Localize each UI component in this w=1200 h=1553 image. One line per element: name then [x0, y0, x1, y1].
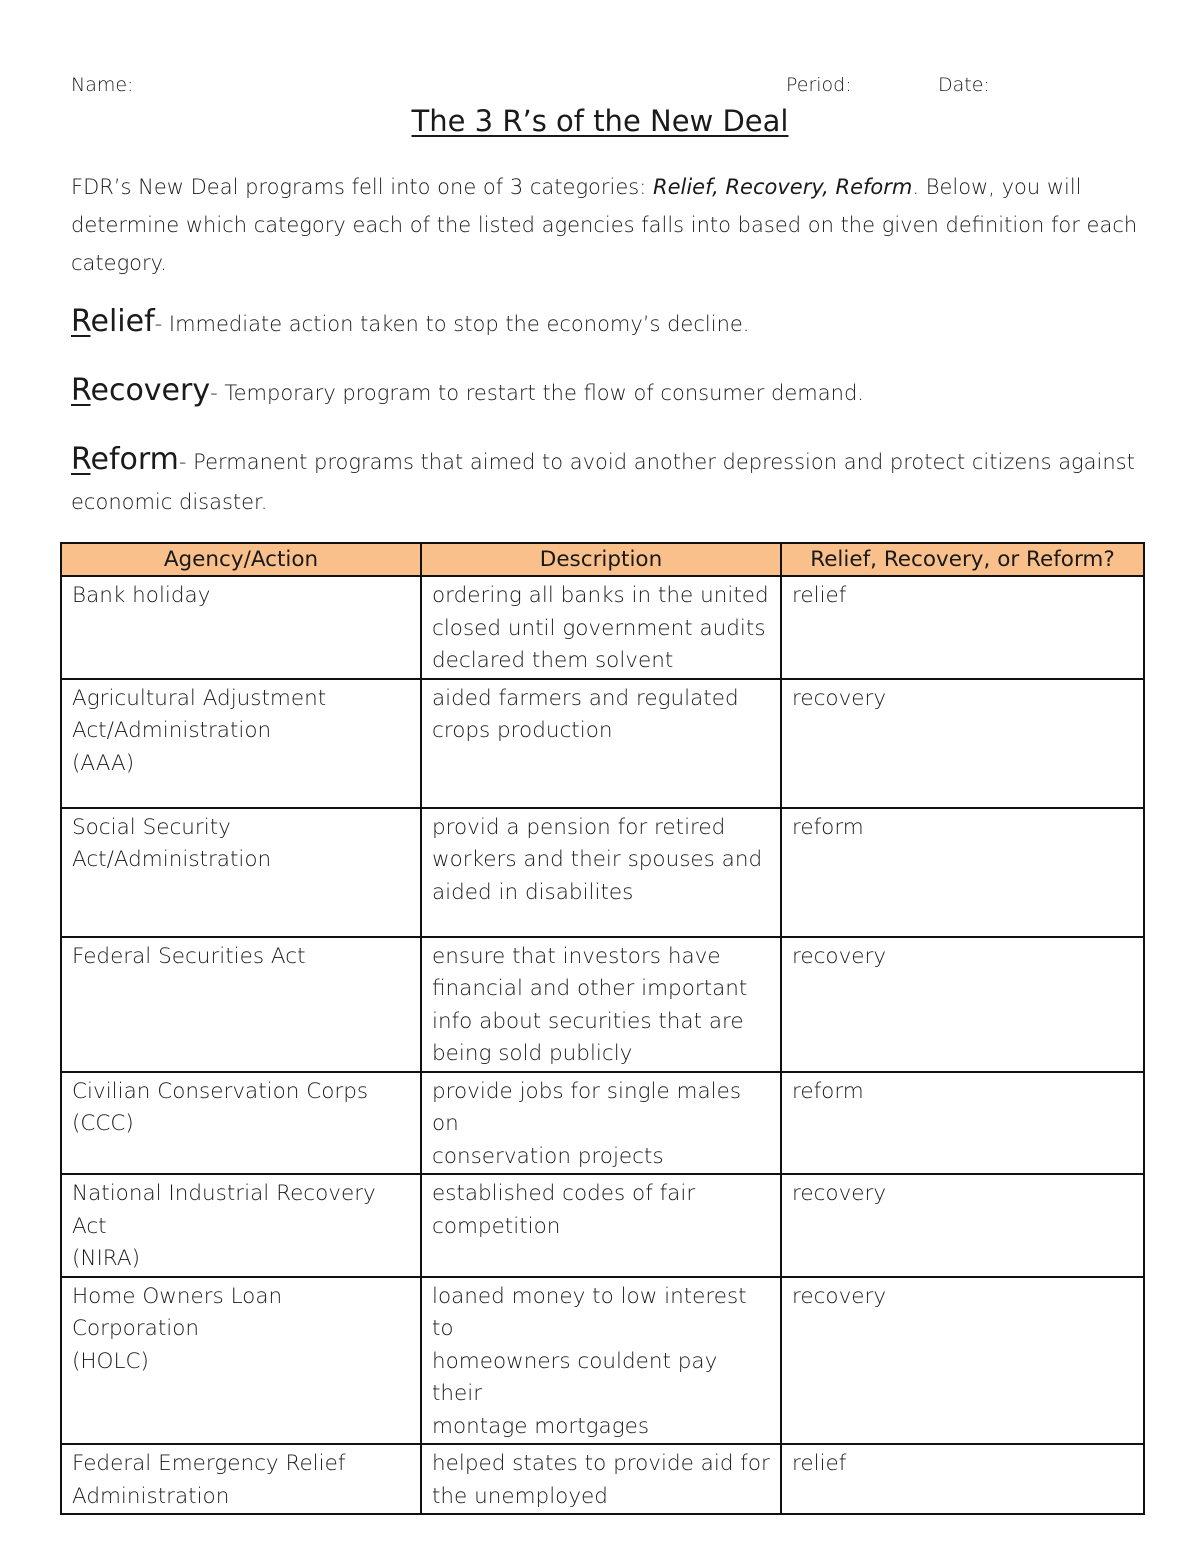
header-description: Description	[421, 543, 781, 576]
description-cell-line: crops production	[432, 718, 613, 743]
table-row	[61, 576, 1144, 679]
description-cell-line: competition	[432, 1213, 561, 1239]
agency-cell	[61, 679, 421, 808]
description-cell-line: info about securities that are	[432, 1008, 744, 1034]
description-cell	[421, 1444, 781, 1514]
header-agency: Agency/Action	[61, 543, 421, 576]
term-reform-initial: R	[71, 442, 91, 477]
agency-cell-line: Civilian Conservation Corps	[72, 1078, 369, 1104]
description-cell-line: provide jobs for single males on	[432, 1078, 742, 1136]
agency-cell	[61, 1444, 421, 1514]
agency-cell	[61, 576, 421, 679]
category-cell: recovery	[781, 1174, 1144, 1277]
term-relief-initial: R	[71, 304, 91, 339]
agency-cell-line: Act/Administration	[72, 718, 272, 743]
description-cell	[421, 679, 781, 808]
agency-cell	[61, 937, 421, 1072]
agency-cell-line: Administration	[72, 1483, 230, 1509]
description-cell-line: being sold publicly	[432, 1041, 633, 1066]
term-relief	[71, 304, 155, 339]
agency-cell-line: Agricultural Adjustment	[72, 685, 327, 711]
description-cell	[421, 937, 781, 1072]
description-cell-line: loaned money to low interest to	[432, 1283, 747, 1341]
agency-cell-line: National Industrial Recovery Act	[72, 1181, 376, 1239]
table-header-row	[61, 543, 1144, 576]
intro-text-before: FDR’s New Deal programs fell into one of 3 categories:	[71, 175, 653, 199]
description-cell-line: aided in disabilites	[432, 879, 634, 905]
period-label: Period:	[786, 74, 852, 96]
category-cell: reform	[781, 808, 1144, 937]
table-row	[61, 1277, 1144, 1445]
intro-paragraph	[71, 168, 1141, 282]
description-cell-line: ordering all banks in the united	[432, 583, 769, 608]
table-row	[61, 1444, 1144, 1514]
definition-reform	[71, 440, 1141, 522]
description-cell-line: declared them solvent	[432, 648, 674, 673]
agency-cell	[61, 808, 421, 937]
term-reform	[71, 442, 179, 477]
definition-relief	[71, 302, 1141, 344]
agency-cell	[61, 1174, 421, 1277]
description-cell-line: helped states to provide aid for	[432, 1451, 770, 1476]
table-row	[61, 679, 1144, 808]
term-reform-rest: eform	[90, 442, 179, 477]
agency-cell-line: Act/Administration	[72, 847, 272, 872]
header-category: Relief, Recovery, or Reform?	[781, 543, 1144, 576]
definition-relief-text: - Immediate action taken to stop the economy’s decline.	[154, 312, 750, 336]
term-relief-rest: elief	[90, 304, 155, 339]
agency-cell-line: (AAA)	[72, 750, 135, 776]
agency-cell-line: Corporation	[72, 1316, 200, 1341]
table-body	[61, 576, 1144, 1514]
agency-cell-line: Federal Securities Act	[72, 943, 306, 969]
definition-reform-text: - Permanent programs that aimed to avoid another depression and protect citizens against economic disaster.	[71, 450, 1135, 514]
description-cell-line: aided farmers and regulated	[432, 685, 739, 711]
category-cell: reform	[781, 1072, 1144, 1175]
table-row	[61, 808, 1144, 937]
term-recovery-rest: ecovery	[90, 373, 211, 408]
description-cell-line: conservation projects	[432, 1143, 664, 1169]
agency-cell-line: Bank holiday	[72, 583, 211, 608]
category-cell: relief	[781, 576, 1144, 679]
agency-cell-line: (NIRA)	[72, 1246, 140, 1271]
description-cell	[421, 576, 781, 679]
description-cell	[421, 1277, 781, 1445]
description-cell	[421, 1174, 781, 1277]
description-cell	[421, 808, 781, 937]
table-row	[61, 1072, 1144, 1175]
description-cell-line: ensure that investors have	[432, 943, 721, 969]
agency-cell-line: Federal Emergency Relief	[72, 1451, 346, 1476]
date-label: Date:	[938, 74, 990, 96]
agencies-table	[60, 542, 1145, 1515]
category-cell: recovery	[781, 679, 1144, 808]
term-recovery-initial: R	[71, 373, 91, 408]
agency-cell	[61, 1072, 421, 1175]
table-row	[61, 937, 1144, 1072]
description-cell-line: workers and their spouses and	[432, 847, 763, 872]
intro-categories: Relief, Recovery, Reform	[652, 175, 913, 199]
agency-cell-line: Home Owners Loan	[72, 1283, 283, 1309]
description-cell-line: financial and other important	[432, 976, 748, 1001]
definition-recovery	[71, 371, 1141, 413]
agency-cell-line: (HOLC)	[72, 1348, 149, 1374]
name-label: Name:	[71, 74, 134, 96]
category-cell: recovery	[781, 1277, 1144, 1445]
page-title-text: The 3 R’s of the New Deal	[411, 104, 789, 138]
agency-cell-line: (CCC)	[72, 1111, 134, 1136]
description-cell	[421, 1072, 781, 1175]
description-cell-line: montage mortgages	[432, 1413, 650, 1439]
description-cell-line: established codes of fair	[432, 1181, 696, 1206]
term-recovery	[71, 373, 210, 408]
description-cell-line: closed until government audits	[432, 615, 766, 641]
description-cell-line: homeowners couldent pay their	[432, 1348, 718, 1406]
description-cell-line: provid a pension for retired	[432, 814, 726, 840]
table-row	[61, 1174, 1144, 1277]
description-cell-line: the unemployed	[432, 1483, 608, 1509]
category-cell: recovery	[781, 937, 1144, 1072]
page-title	[0, 104, 1200, 138]
category-cell: relief	[781, 1444, 1144, 1514]
intro-text-after: . Below, you will determine which category each of the listed agencies falls into based on the given definition for each category.	[71, 175, 1138, 275]
definition-recovery-text: - Temporary program to restart the flow of consumer demand.	[210, 381, 864, 405]
agency-cell-line: Social Security	[72, 814, 231, 840]
agency-cell	[61, 1277, 421, 1445]
